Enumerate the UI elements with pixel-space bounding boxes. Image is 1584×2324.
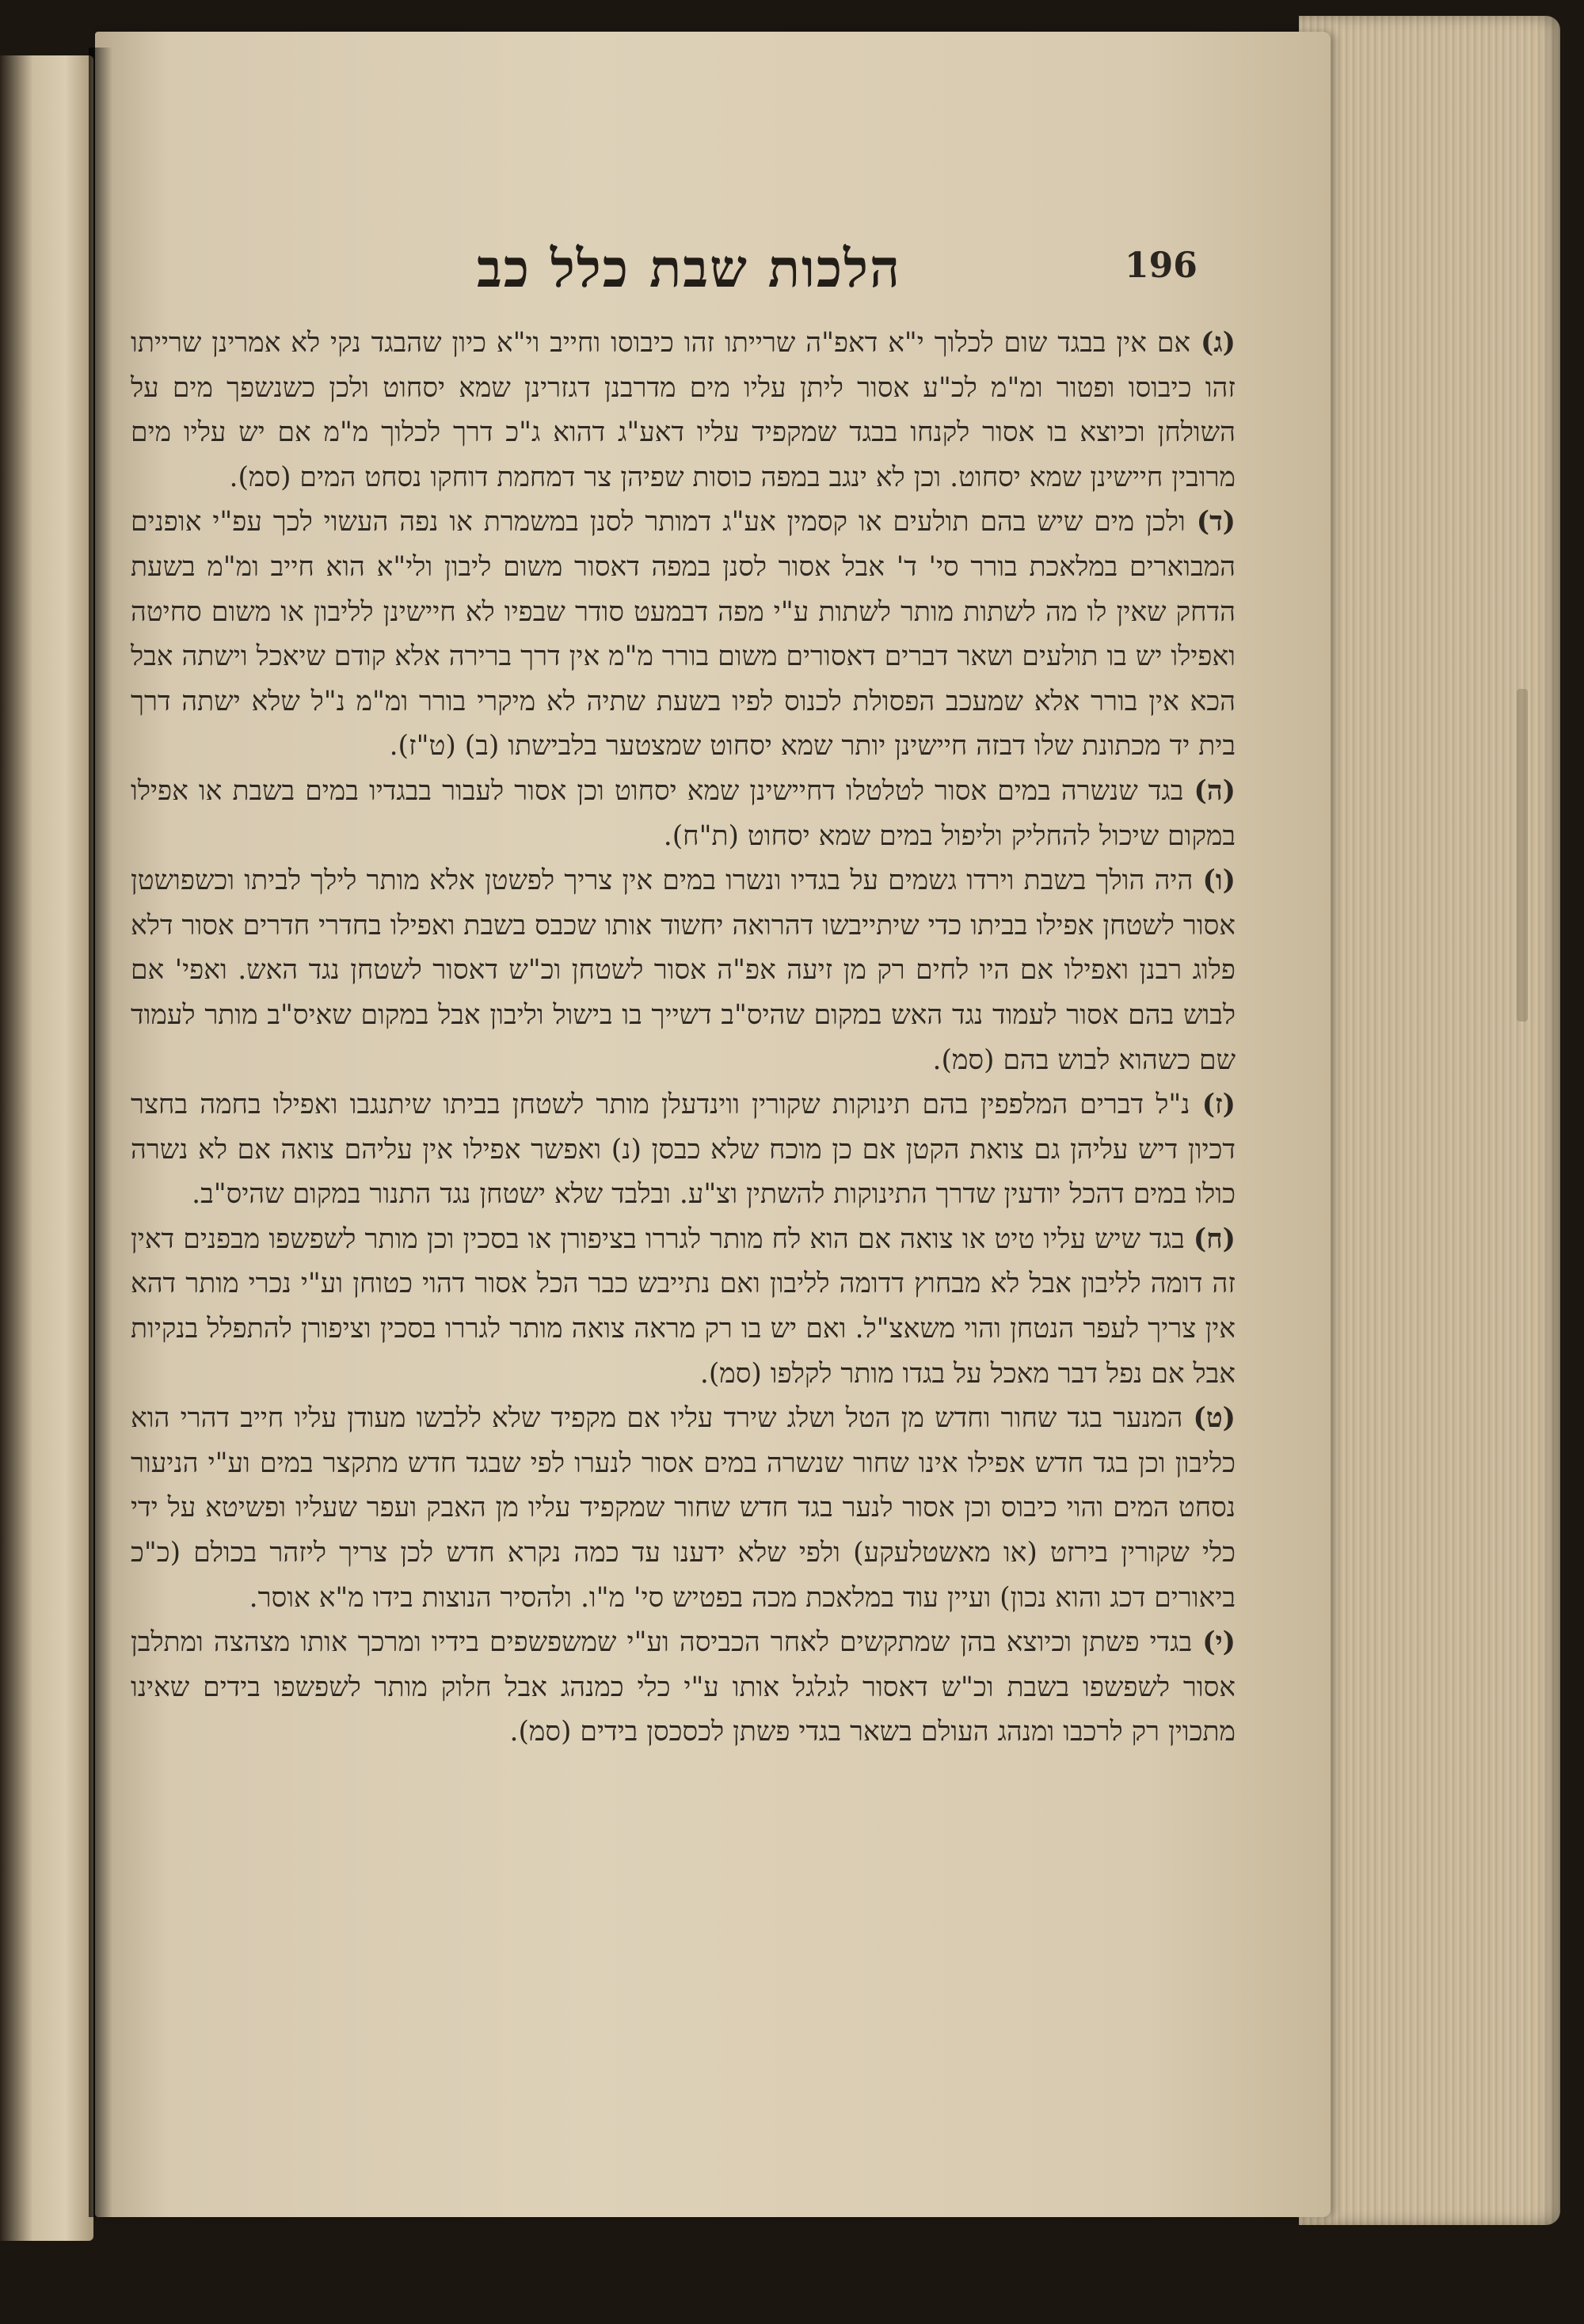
section-label: (ג) (1200, 327, 1236, 359)
section-text: בגד שנשרה במים אסור לטלטלו דחיישינן שמא יסחוט וכן אסור לעבור בבגדיו במים בשבת או אפילו במקום שיכול להחליק וליפול במים שמא יסחוט (ת"ח). (131, 774, 1236, 852)
spine-shadow (89, 48, 112, 2217)
section-label: (ח) (1193, 1223, 1236, 1255)
section-paragraph (131, 769, 1236, 858)
section-paragraph (131, 858, 1236, 1082)
section-label: (ד) (1196, 506, 1236, 538)
section-paragraph (131, 1082, 1236, 1217)
section-paragraph (131, 1217, 1236, 1396)
section-label: (י) (1202, 1626, 1236, 1659)
section-paragraph (131, 1620, 1236, 1755)
section-text: נ"ל דברים המלפפין בהם תינוקות שקורין ווינדעלן מותר לשטחן בביתו שיתנגבו ואפילו בחמה בחצר דכיון דיש עליהן גם צואת הקטן אם כן מוכח שלא כבסן (נ) ואפשר אפילו אין עליהם צואה אם לא נשרה כולו במים דהכל יודעין שדרך התינוקות להשתין וצ"ע. ובלבד שלא ישטחן נגד התנור במקום שהיס"ב. (131, 1089, 1236, 1211)
body-text (131, 321, 1236, 1755)
section-text: אם אין בבגד שום לכלוך י"א דאפ"ה שרייתו זהו כיבוסו וחייב וי"א כיון שהבגד נקי לא אמרינן שרייתו זהו כיבוסו ופטור ומ"מ לכ"ע אסור ליתן עליו מים מדרבנן דגזרינן שמא יסחוט ולכן כשנשפך מים על השולחן וכיוצא בו אסור לקנחו בבגד שמקפיד עליו דאע"ג דהוא ג"כ דרך לכלוך מ"מ אם יש עליו מים מרובין חיישינן שמא יסחוט. וכן לא ינגב במפה כוסות שפיהן צר דמחמת דוחקו נסחט המים (סמ). (131, 327, 1236, 493)
section-text: היה הולך בשבת וירדו גשמים על בגדיו ונשרו במים אין צריך לפשטן אלא מותר לילך לביתו וכשפושטן אסור לשטחן אפילו בביתו כדי שיתייבשו דהרואה יחשוד אותו שכבס בשבת ואפילו בחדרי חדרים אסור דלא פלוג רבנן ואפילו אם היו לחים רק מן זיעה אפ"ה אסור לשטחן וכ"ש דאסור לשטחן נגד האש. ואפי' אם לבוש בהם אסור לעמוד נגד האש במקום שהיס"ב דשייך בו בישול וליבון אבל במקום שאיס"ב מותר לעמוד שם כשהוא לבוש בהם (סמ). (131, 865, 1236, 1076)
book-page (95, 32, 1331, 2217)
section-paragraph (131, 500, 1236, 769)
page-edge-mark (1517, 689, 1528, 1021)
section-label: (ו) (1202, 865, 1236, 897)
page-stack-edges (1299, 16, 1560, 2225)
page-header (95, 214, 1331, 309)
section-paragraph (131, 321, 1236, 500)
section-label: (ה) (1194, 774, 1236, 807)
section-text: בגדי פשתן וכיוצא בהן שמתקשים לאחר הכביסה וע"י שמשפשפים בידיו ומרכך אותו מצהצה ומתלבן אסור לשפשפו בשבת וכ"ש דאסור לגלגל אותו ע"י כלי כמנהג אבל חלוק מותר לשפשפו בידים שאינו מתכוין רק לרכבו ומנהג העולם בשאר בגדי פשתן לכסכסן בידים (סמ). (131, 1626, 1236, 1748)
section-text: ולכן מים שיש בהם תולעים או קסמין אע"ג דמותר לסנן במשמרת או נפה העשוי לכך עפ"י אופנים המבוארים במלאכת בורר סי' ד' אבל אסור לסנן במפה דאסור משום ליבון ולי"א הוא חייב ומ"מ בשעת הדחק שאין לו מה לשתות מותר לשתות ע"י מפה דבמעט סודר שבפיו לא חיישינן לליבון או משום סחיטה ואפילו יש בו תולעים ושאר דברים דאסורים משום בורר מ"מ אין דרך ברירה אלא קודם שיאכל וישתה אבל הכא אין בורר אלא שמעכב הפסולת לכנוס לפיו בשעת שתיה לא מיקרי בורר ומ"מ נ"ל שלא ישתה דרך בית יד מכתונת שלו דבזה חיישינן יותר שמא יסחוט שמצטער בלבישתו (ב) (ט"ז). (131, 506, 1236, 763)
section-text: המנער בגד שחור וחדש מן הטל ושלג שירד עליו אם מקפיד שלא ללבשו מעודן עליו חייב דהרי הוא כליבון וכן בגד חדש אפילו אינו שחור שנשרה במים אסור לנערו לפי שבגד חדש מתקצר במים וע"י הניעור נסחט המים והוי כיבוס וכן אסור לנער בגד חדש שחור שמקפיד עליו מן האבק ועפר שעליו ופשיטא על ידי כלי שקורין בירזט (או מאשטלעקע) ולפי שלא ידענו עד כמה נקרא חדש לכן צריך ליזהר בכולם (כ"כ ביאורים דכג והוא נכון) ועיין עוד במלאכת מכה בפטיש סי' מ"ו. ולהסיר הנוצות בידו מ"א אוסר. (131, 1402, 1236, 1614)
page-number: 196 (1125, 245, 1198, 286)
left-page-edge (0, 55, 93, 2241)
running-title: הלכות שבת כלל כב (476, 238, 902, 299)
section-paragraph (131, 1396, 1236, 1620)
section-label: (ז) (1201, 1089, 1236, 1121)
section-label: (ט) (1193, 1402, 1236, 1435)
section-text: בגד שיש עליו טיט או צואה אם הוא לח מותר לגררו בציפורן או בסכין וכן מותר לשפשפו מבפנים דאין זה דומה לליבון אבל לא מבחוץ דדומה לליבון ואם נתייבש כבר הכל אסור דהוי כטוחן וע"י נכרי מותר דהא אין צריך לעפר הנטחן והוי משאצ"ל. ואם יש בו רק מראה צואה מותר לגררו בסכין וציפורן להתפלל בנקיות אבל אם נפל דבר מאכל על בגדו מותר לקלפו (סמ). (131, 1223, 1236, 1390)
